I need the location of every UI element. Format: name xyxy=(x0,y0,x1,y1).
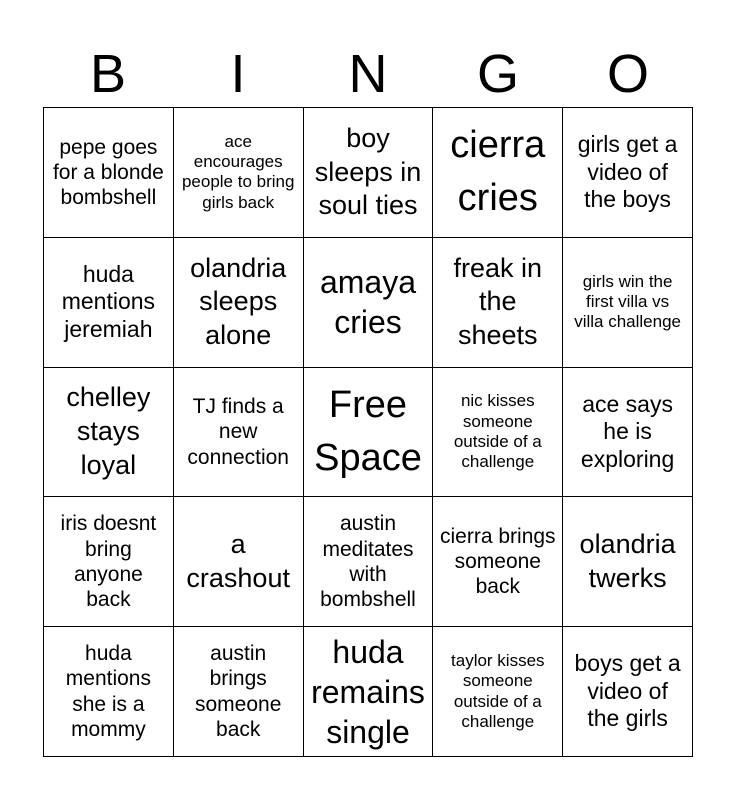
bingo-cell[interactable]: girls win the first villa vs villa challenge xyxy=(563,238,693,368)
bingo-cell[interactable]: boy sleeps in soul ties xyxy=(304,108,434,238)
bingo-cell[interactable]: huda remains single xyxy=(304,627,434,757)
bingo-cell[interactable]: olandria twerks xyxy=(563,497,693,627)
bingo-cell[interactable]: huda mentions jeremiah xyxy=(44,238,174,368)
bingo-cell[interactable]: freak in the sheets xyxy=(433,238,563,368)
bingo-cell[interactable]: nic kisses someone outside of a challenge xyxy=(433,368,563,498)
bingo-header xyxy=(43,40,693,108)
free-space-cell[interactable]: Free Space xyxy=(304,368,434,498)
bingo-cell[interactable]: iris doesnt bring anyone back xyxy=(44,497,174,627)
bingo-cell[interactable]: boys get a video of the girls xyxy=(563,627,693,757)
bingo-cell[interactable]: austin brings someone back xyxy=(174,627,304,757)
bingo-cell[interactable]: cierra brings someone back xyxy=(433,497,563,627)
bingo-cell[interactable]: cierra cries xyxy=(433,108,563,238)
bingo-cell[interactable]: ace encourages people to bring girls back xyxy=(174,108,304,238)
bingo-cell[interactable]: olandria sleeps alone xyxy=(174,238,304,368)
bingo-cell[interactable]: pepe goes for a blonde bombshell xyxy=(44,108,174,238)
bingo-cell[interactable]: a crashout xyxy=(174,497,304,627)
header-letter-b: B xyxy=(89,44,127,104)
header-letter-g: G xyxy=(476,44,519,104)
bingo-cell[interactable]: girls get a video of the boys xyxy=(563,108,693,238)
header-letter-i: I xyxy=(230,44,246,104)
bingo-cell[interactable]: chelley stays loyal xyxy=(44,368,174,498)
bingo-cell[interactable]: TJ finds a new connection xyxy=(174,368,304,498)
header-letter-o: O xyxy=(606,44,649,104)
bingo-cell[interactable]: austin meditates with bombshell xyxy=(304,497,434,627)
bingo-cell[interactable]: amaya cries xyxy=(304,238,434,368)
bingo-board xyxy=(43,107,693,757)
bingo-cell[interactable]: ace says he is exploring xyxy=(563,368,693,498)
bingo-cell[interactable]: huda mentions she is a mommy xyxy=(44,627,174,757)
header-letter-n: N xyxy=(348,44,388,104)
bingo-cell[interactable]: taylor kisses someone outside of a challenge xyxy=(433,627,563,757)
